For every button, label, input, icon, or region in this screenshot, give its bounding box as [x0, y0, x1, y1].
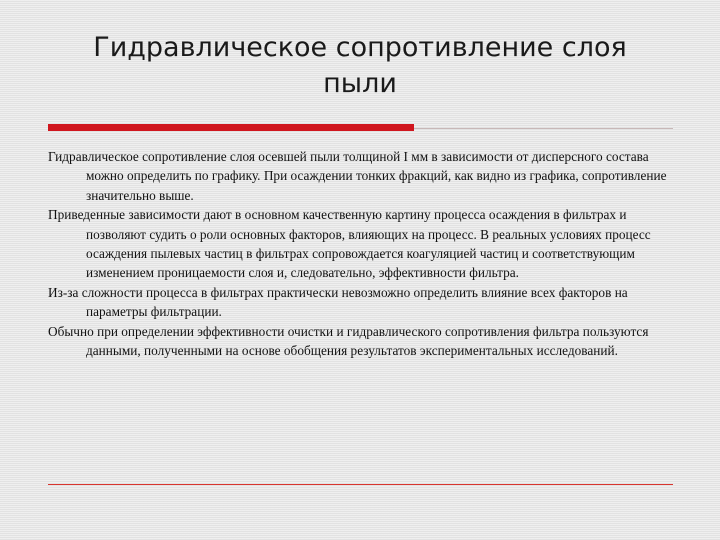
- paragraph-4: Обычно при определении эффективности очистки и гидравлического сопротивления фильтра пользуются данными, полученными на основе обобщения результатов экспериментальных исследований.: [48, 323, 649, 359]
- paragraph-3: Из-за сложности процесса в фильтрах практически невозможно определить влияние всех факторов на параметры фильтрации.: [48, 284, 628, 320]
- slide-body: [48, 147, 672, 360]
- paragraph-1: Гидравлическое сопротивление слоя осевшей пыли толщиной I мм в зависимости от дисперсного состава можно определить по графику. При осаждении тонких фракций, как видно из графика, сопротивление значительно выше.: [48, 149, 667, 203]
- title-line-1: Гидравлическое сопротивление слоя: [93, 32, 627, 63]
- slide-title: [60, 30, 660, 102]
- title-line-2: пыли: [323, 68, 397, 99]
- footer-divider-line: [48, 484, 673, 485]
- title-accent-bar: [48, 124, 414, 131]
- paragraph-2: Приведенные зависимости дают в основном качественную картину процесса осаждения в фильтрах и позволяют судить о роли основных факторов, влияющих на процесс. В реальных условиях процесс осаждения пылевых частиц в фильтрах сопровождается коагуляцией частиц и соответствующим изменением проницаемости слоя и, следовательно, эффективности фильтра.: [48, 207, 651, 281]
